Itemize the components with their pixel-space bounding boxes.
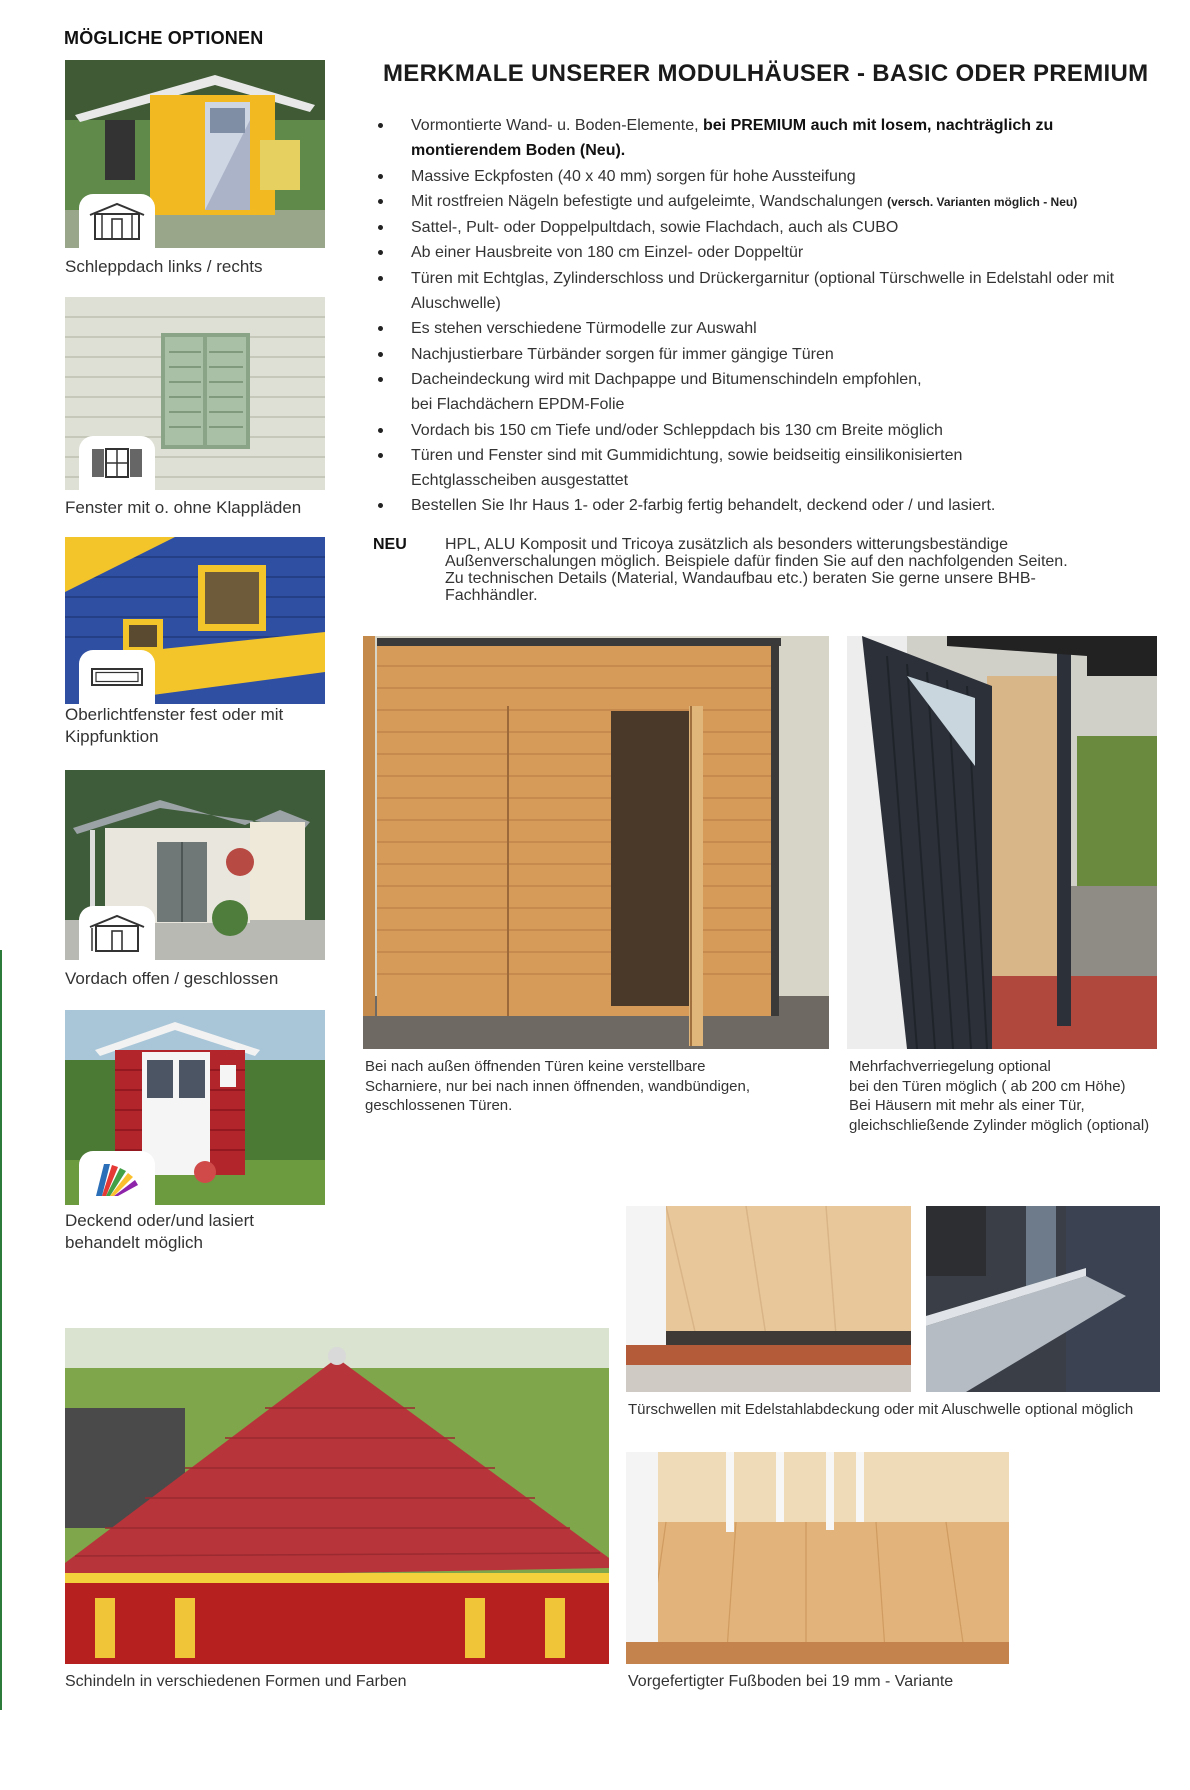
window-shutters-icon [79, 436, 155, 490]
color-fan-icon [79, 1151, 155, 1205]
photo-window-shutters [65, 297, 325, 490]
photo-canopy-shed [65, 770, 325, 960]
section-title: MÖGLICHE OPTIONEN [64, 28, 264, 48]
feature-item: Ab einer Hausbreite von 180 cm Einzel- oder Doppeltür [375, 240, 1165, 265]
photo-painted-shed [65, 1010, 325, 1205]
caption-door-outward: Bei nach außen öffnenden Türen keine verstellbare Scharniere, nur bei nach innen öffnenden, wandbündigen, geschlossenen Türen. [365, 1058, 751, 1114]
caption-shingles: Schindeln in verschiedenen Formen und Farben [65, 1673, 407, 1690]
photo-threshold-steel [626, 1206, 911, 1392]
house-lean-to-icon [79, 194, 155, 248]
photo-skylight-window [65, 537, 325, 704]
feature-item: Vordach bis 150 cm Tiefe und/oder Schleppdach bis 130 cm Breite möglich [375, 418, 1165, 443]
page-edge-bar [0, 950, 2, 1710]
caption-paint: Deckend oder/und lasiert behandelt möglich [65, 1211, 255, 1252]
caption-multi-lock: Mehrfachverriegelung optional bei den Türen möglich ( ab 200 cm Höhe) Bei Häusern mit mehr als einer Tür, gleichschließende Zylinder möglich (optional) [849, 1058, 1150, 1134]
feature-item: Mit rostfreien Nägeln befestigte und aufgeleimte, Wandschalungen (versch. Varianten möglich - Neu) [375, 189, 1165, 215]
caption-canopy: Vordach offen / geschlossen [65, 969, 279, 988]
photo-gazebo-shingles [65, 1328, 609, 1664]
feature-item: Bestellen Sie Ihr Haus 1- oder 2-farbig fertig behandelt, deckend oder / und lasiert. [375, 493, 1165, 518]
neu-text: HPL, ALU Komposit und Tricoya zusätzlich als besonders witterungsbeständige Außenverschalungen möglich. Beispiele dafür finden Sie auf den nachfolgenden Seiten. Zu technischen Details (Material, Wandaufbau etc.) beraten Sie gerne unsere BHB- Fachhändler. [445, 536, 1068, 604]
photo-floor [626, 1452, 1009, 1664]
feature-item: Massive Eckpfosten (40 x 40 mm) sorgen für hohe Aussteifung [375, 164, 1165, 189]
photo-threshold-alu [926, 1206, 1160, 1392]
feature-item: Sattel-, Pult- oder Doppelpultdach, sowie Flachdach, auch als CUBO [375, 215, 1165, 240]
caption-window-shutters: Fenster mit o. ohne Klappläden [65, 498, 302, 517]
photo-lean-to-shed [65, 60, 325, 248]
feature-list [375, 113, 1165, 519]
feature-item: Vormontierte Wand- u. Boden-Elemente, bei PREMIUM auch mit losem, nachträglich zu montierendem Boden (Neu). [375, 113, 1165, 164]
house-canopy-icon [79, 906, 155, 960]
skylight-window-icon [79, 650, 155, 704]
photo-dark-door [847, 636, 1157, 1049]
caption-floor: Vorgefertigter Fußboden bei 19 mm - Variante [628, 1673, 954, 1690]
feature-item: Türen mit Echtglas, Zylinderschloss und Drückergarnitur (optional Türschwelle in Edelstahl oder mit Aluschwelle) [375, 266, 1165, 317]
neu-tag: NEU [373, 536, 407, 553]
feature-item: Dacheindeckung wird mit Dachpappe und Bitumenschindeln empfohlen, bei Flachdächern EPDM-Folie [375, 367, 1165, 418]
feature-item: Türen und Fenster sind mit Gummidichtung, sowie beidseitig einsilikonisierten Echtglasscheiben ausgestattet [375, 443, 1165, 494]
caption-lean-to: Schleppdach links / rechts [65, 257, 263, 276]
caption-skylight: Oberlichtfenster fest oder mit Kippfunktion [65, 705, 284, 746]
photo-wood-shed-open-door [363, 636, 829, 1049]
feature-item: Nachjustierbare Türbänder sorgen für immer gängige Türen [375, 342, 1165, 367]
feature-item: Es stehen verschiedene Türmodelle zur Auswahl [375, 316, 1165, 341]
main-title: MERKMALE UNSERER MODULHÄUSER - BASIC ODER PREMIUM [383, 60, 1149, 87]
caption-thresholds: Türschwellen mit Edelstahlabdeckung oder mit Aluschwelle optional möglich [628, 1401, 1134, 1418]
